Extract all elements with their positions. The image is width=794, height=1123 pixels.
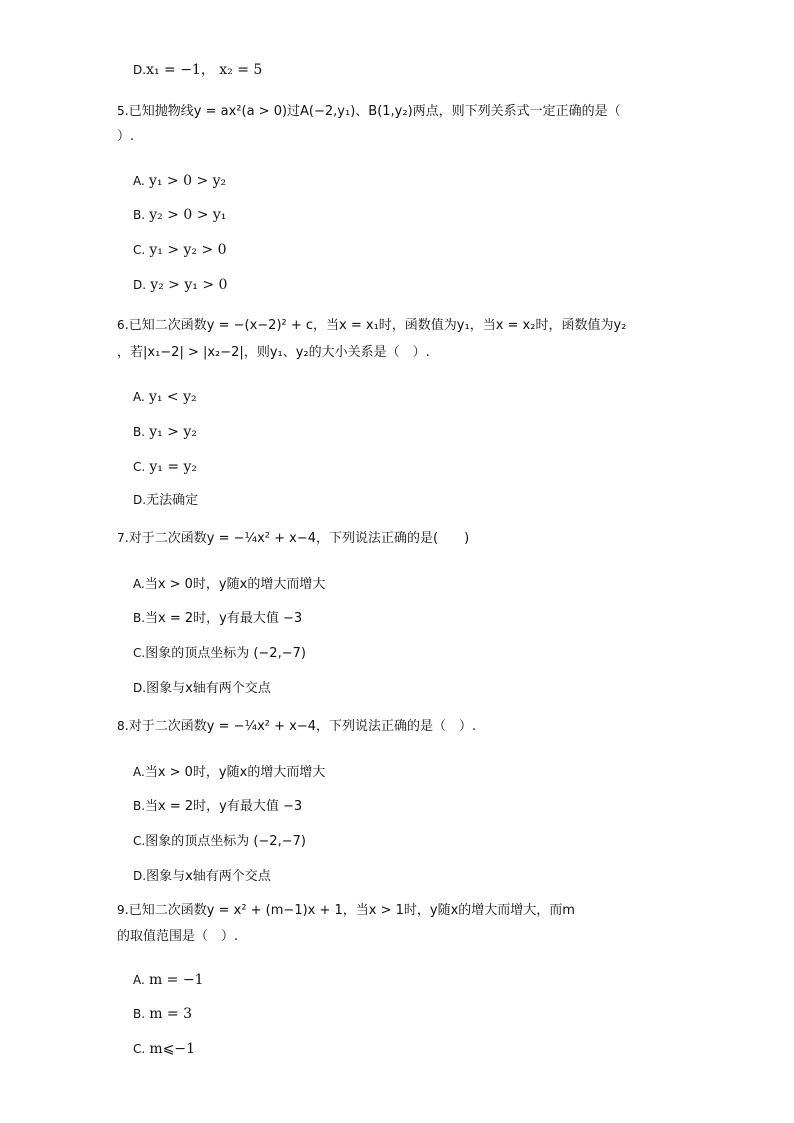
option-label: C. — [133, 646, 146, 660]
q7-option-b — [133, 608, 302, 629]
option-label: B. — [133, 799, 146, 813]
question-text: .已知二次函数y = x² + (m−1)x + 1，当x > 1时，y随x的增大而增大，而m — [124, 903, 575, 918]
question-text: .对于二次函数y = −¼x² + x−4，下列说法正确的是（ ）. — [124, 719, 477, 734]
option-text: m = 3 — [149, 1006, 193, 1022]
option-label: C. — [133, 243, 146, 257]
option-text: 当x > 0时，y随x的增大而增大 — [144, 765, 326, 780]
question-9-stem-cont — [117, 927, 238, 947]
question-6-stem-cont — [117, 343, 430, 363]
question-text-cont: 的取值范围是（ ）. — [117, 929, 239, 944]
option-label: C. — [133, 1042, 146, 1056]
option-text: y₂ > y₁ > 0 — [150, 277, 228, 293]
question-number: 6 — [117, 318, 125, 332]
q9-option-a — [133, 970, 204, 991]
option-text: 图象的顶点坐标为 (−2,−7) — [145, 834, 306, 849]
option-text: 当x = 2时，y有最大值 −3 — [145, 799, 303, 814]
option-text: 当x > 0时，y随x的增大而增大 — [144, 577, 326, 592]
question-5-stem — [117, 101, 621, 122]
question-8-stem — [117, 716, 476, 737]
option-label: A. — [133, 577, 145, 591]
q5-option-b — [133, 205, 226, 226]
option-label: B. — [133, 425, 146, 439]
q9-option-b — [133, 1004, 192, 1025]
option-text: 当x = 2时，y有最大值 −3 — [145, 611, 303, 626]
question-9-stem — [117, 900, 575, 921]
option-label: D. — [133, 278, 147, 292]
option-label: A. — [133, 174, 145, 188]
option-label: B. — [133, 208, 146, 222]
option-label: A. — [133, 390, 145, 404]
question-text: .已知二次函数y = −(x−2)² + c，当x = x₁时，函数值为y₁，当x = x₂时，函数值为y₂ — [124, 318, 627, 333]
q8-option-b — [133, 796, 302, 817]
option-text: y₁ > y₂ > 0 — [149, 242, 227, 258]
question-6-stem — [117, 315, 626, 336]
q6-option-a — [133, 387, 197, 408]
option-label: D. — [133, 681, 147, 695]
q6-option-b — [133, 422, 197, 443]
option-label: C. — [133, 460, 146, 474]
option-label: C. — [133, 834, 146, 848]
option-text: 图象与x轴有两个交点 — [146, 869, 271, 884]
question-text-cont: ，若|x₁−2| > |x₂−2|，则y₁、y₂的大小关系是（ ）. — [117, 345, 430, 360]
q8-option-c — [133, 831, 306, 852]
question-text: .对于二次函数y = −¼x² + x−4，下列说法正确的是( ) — [124, 531, 470, 546]
option-label: B. — [133, 611, 146, 625]
option-text: y₁ > y₂ — [149, 424, 197, 440]
option-text: 图象的顶点坐标为 (−2,−7) — [145, 646, 306, 661]
option-label: D. — [133, 869, 147, 883]
question-number: 7 — [117, 531, 125, 545]
option-text: y₁ < y₂ — [148, 389, 197, 405]
question-text-cont: ）. — [117, 129, 135, 144]
option-text: x₁ = −1， x₂ = 5 — [146, 62, 263, 78]
q8-option-d — [133, 866, 271, 887]
q7-option-a — [133, 574, 325, 595]
option-text: 图象与x轴有两个交点 — [146, 681, 271, 696]
q7-option-d — [133, 678, 271, 699]
question-number: 8 — [117, 719, 125, 733]
option-text: y₂ > 0 > y₁ — [149, 207, 227, 223]
option-label: A. — [133, 973, 145, 987]
q9-option-c — [133, 1039, 195, 1060]
q6-option-d — [133, 490, 198, 511]
q5-option-d — [133, 275, 227, 296]
q8-option-a — [133, 762, 325, 783]
option-text: 无法确定 — [146, 493, 199, 508]
option-label: D. — [133, 63, 147, 77]
question-text: .已知抛物线y = ax²(a > 0)过A(−2,y₁)、B(1,y₂)两点，则下列关系式一定正确的是（ — [124, 104, 621, 119]
option-text: m⩽−1 — [149, 1041, 195, 1057]
question-number: 5 — [117, 104, 125, 118]
q5-option-a — [133, 171, 226, 192]
q7-option-c — [133, 643, 306, 664]
q5-option-c — [133, 240, 227, 261]
q6-option-c — [133, 457, 197, 478]
option-text: y₁ = y₂ — [149, 459, 198, 475]
option-label: D. — [133, 493, 147, 507]
option-label: B. — [133, 1007, 146, 1021]
option-text: m = −1 — [148, 972, 204, 988]
option-label: A. — [133, 765, 145, 779]
question-7-stem — [117, 528, 469, 549]
question-number: 9 — [117, 903, 125, 917]
q4-option-d — [133, 60, 262, 81]
question-5-stem-cont — [117, 127, 134, 147]
option-text: y₁ > 0 > y₂ — [148, 173, 227, 189]
